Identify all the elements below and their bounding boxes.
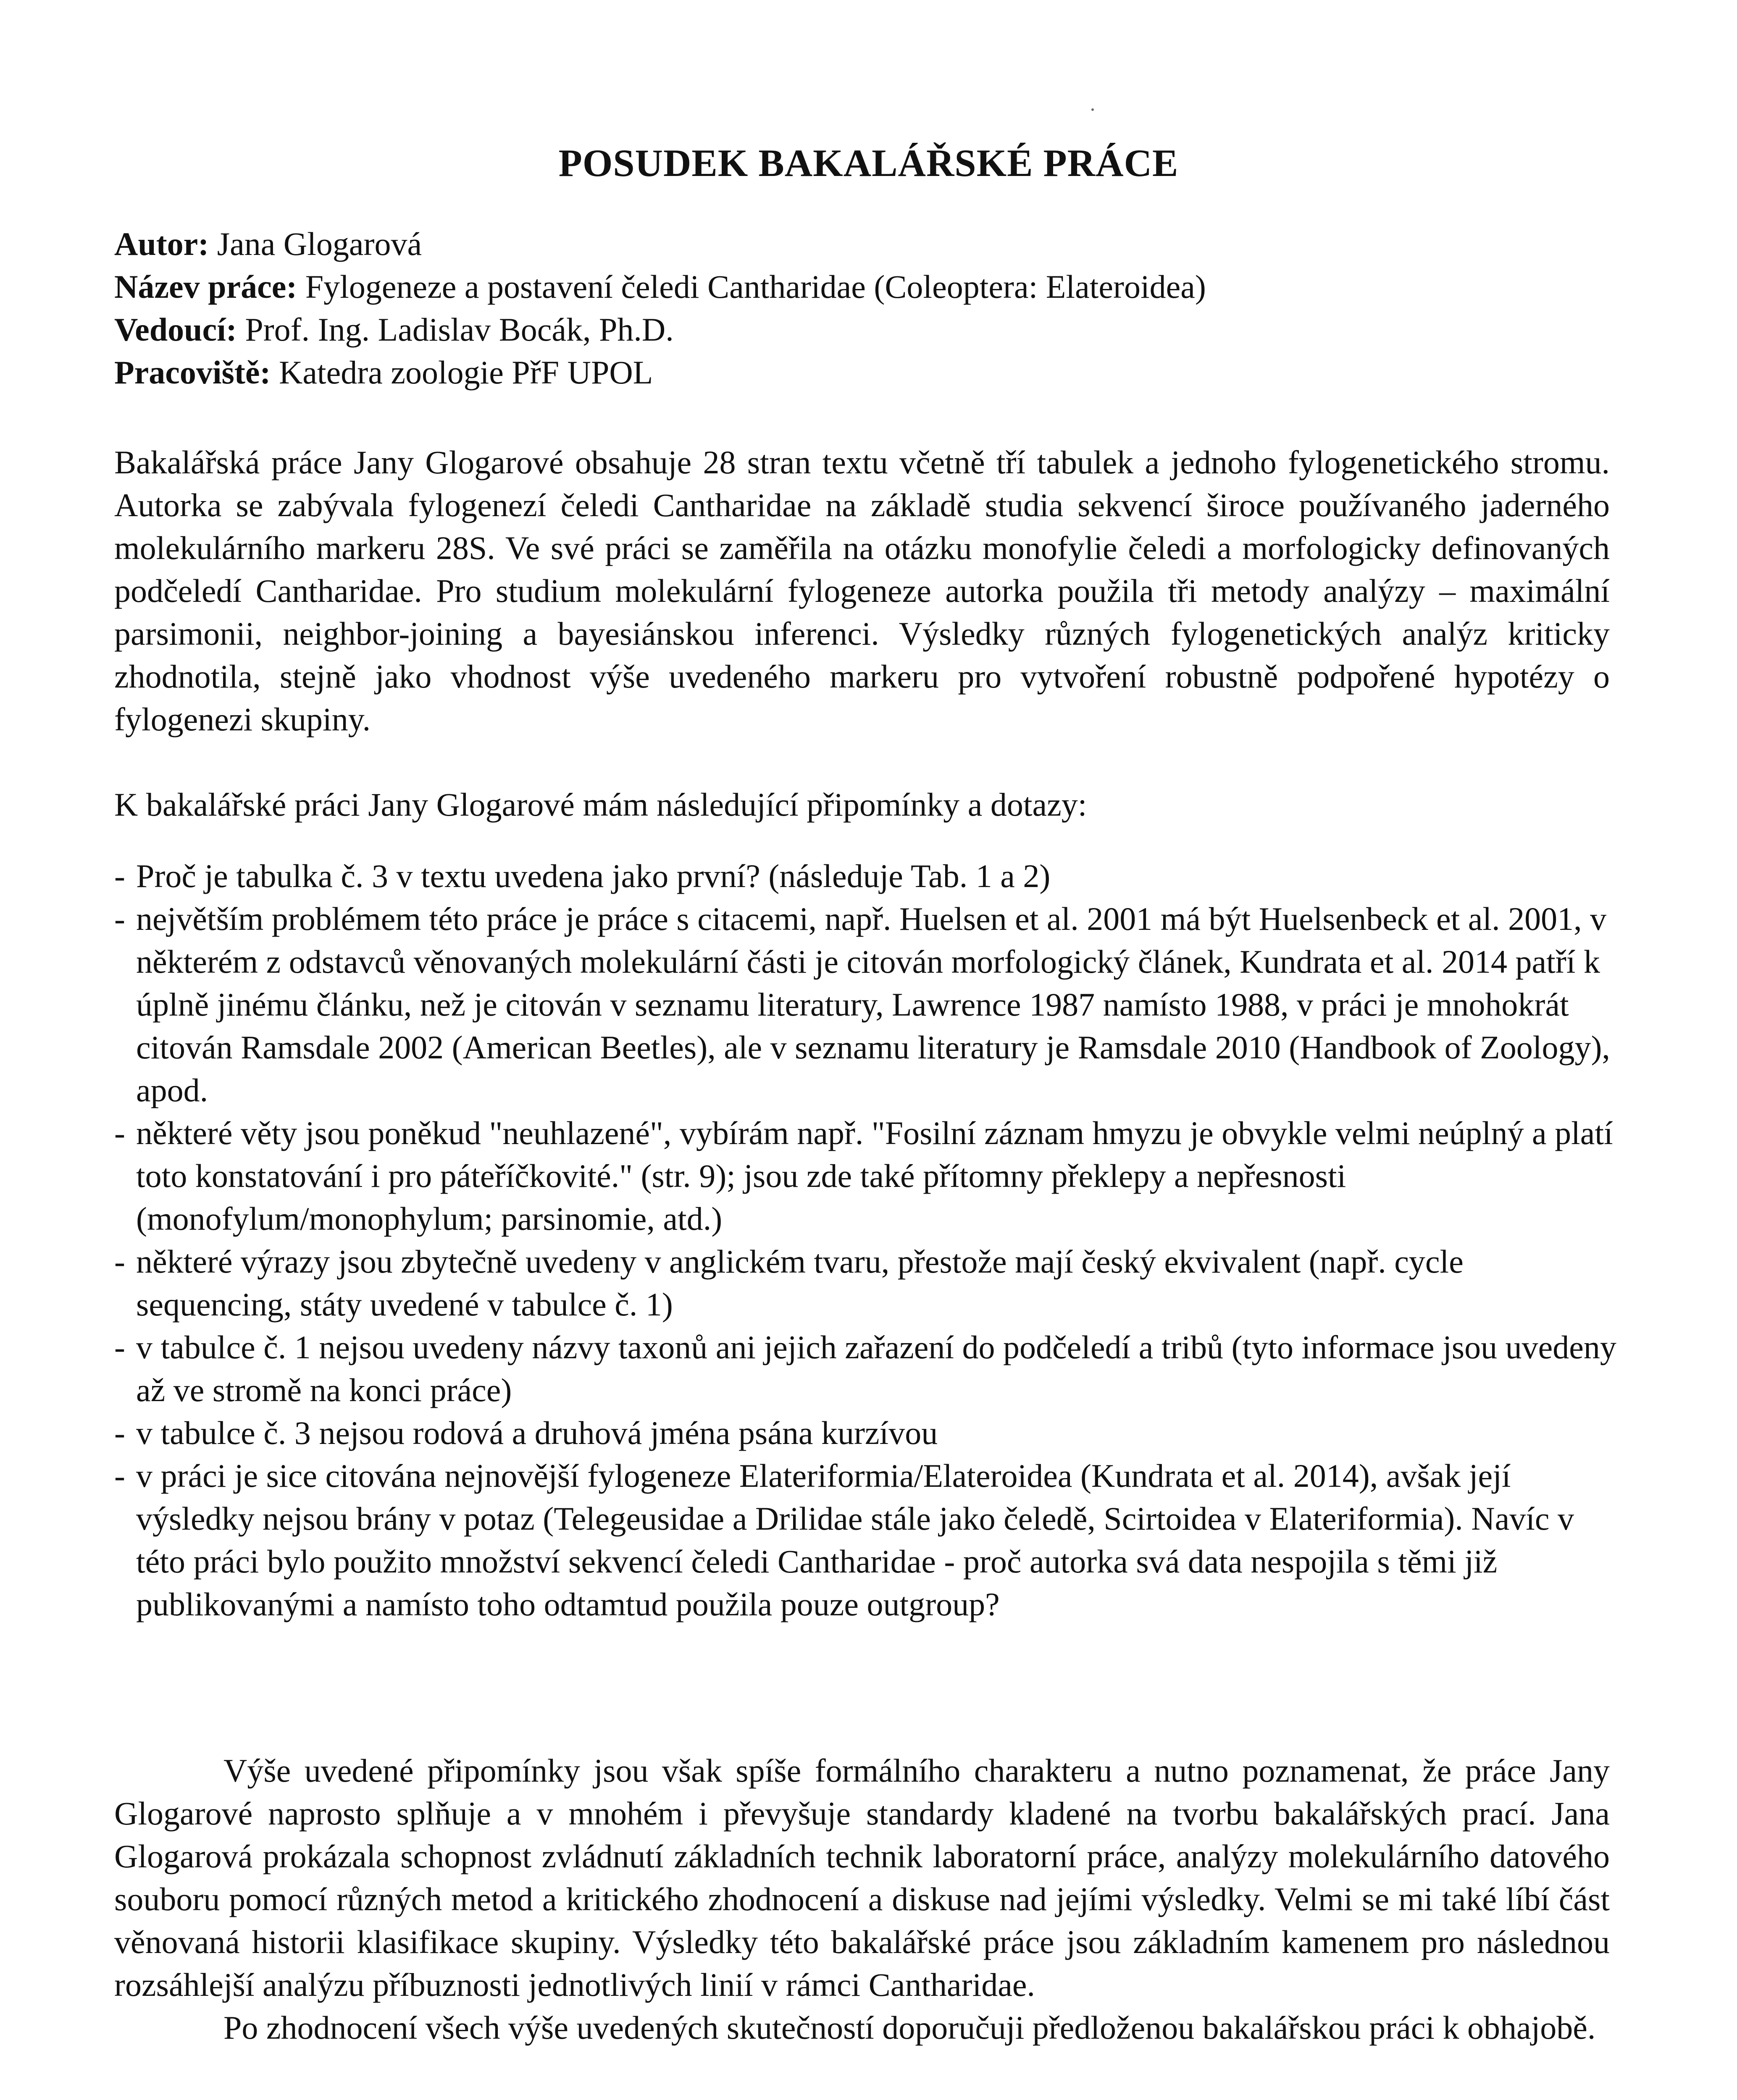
document-title: POSUDEK BAKALÁŘSKÉ PRÁCE — [558, 142, 1179, 184]
list-item: - v tabulce č. 1 nejsou uvedeny názvy taxonů ani jejich zařazení do podčeledí a tribů (tyto informace jsou uvedeny až ve stromě na konci práce) — [114, 1326, 1627, 1412]
remark-text: největším problémem této práce je práce s citacemi, např. Huelsen et al. 2001 má být Huelsenbeck et al. 2001, v některém z odstavců věnovaných molekulární části je citován morfologický článek, Kundrata et al. 2014 patří k úplně jinému článku, než je citován v seznamu literatury, Lawrence 1987 namísto 1988, v práci je mnohokrát citován Ramsdale 2002 (American Beetles), ale v seznamu literatury je Ramsdale 2010 (Handbook of Zoology), apod. — [136, 900, 1610, 1108]
meta-author-label: Autor: — [114, 226, 209, 262]
remarks-intro: K bakalářské práci Jany Glogarové mám následující připomínky a dotazy: — [114, 786, 1087, 823]
remarks-list — [114, 855, 1627, 1626]
list-item: - Proč je tabulka č. 3 v textu uvedena jako první? (následuje Tab. 1 a 2) — [114, 855, 1627, 898]
remark-text: v tabulce č. 3 nejsou rodová a druhová jména psána kurzívou — [136, 1415, 938, 1451]
list-item: - některé výrazy jsou zbytečně uvedeny v anglickém tvaru, přestože mají český ekvivalent (např. cycle sequencing, státy uvedené v tabulce č. 1) — [114, 1240, 1627, 1326]
intro-paragraph: Bakalářská práce Jany Glogarové obsahuje 28 stran textu včetně tří tabulek a jednoho fylogenetického stromu. Autorka se zabývala fylogenezí čeledi Cantharidae na základě studia sekvencí široce používaného jaderného molekulárního markeru 28S. Ve své práci se zaměřila na otázku monofylie čeledi a morfologicky definovaných podčeledí Cantharidae. Pro studium molekulární fylogeneze autorka použila tři metody analýzy – maximální parsimonii, neighbor-joining a bayesiánskou inferenci. Výsledky různých fylogenetických analýz kriticky zhodnotila, stejně jako vhodnost výše uvedeného markeru pro vytvoření robustně podpořené hypotézy o fylogenezi skupiny. — [114, 444, 1610, 738]
meta-block — [114, 223, 1627, 394]
list-item: - největším problémem této práce je práce s citacemi, např. Huelsen et al. 2001 má být Huelsenbeck et al. 2001, v některém z odstavců věnovaných molekulární části je citován morfologický článek, Kundrata et al. 2014 patří k úplně jinému článku, než je citován v seznamu literatury, Lawrence 1987 namísto 1988, v práci je mnohokrát citován Ramsdale 2002 (American Beetles), ale v seznamu literatury je Ramsdale 2010 (Handbook of Zoology), apod. — [114, 898, 1627, 1112]
remark-text: v práci je sice citována nejnovější fylogeneze Elateriformia/Elateroidea (Kundrata et al. 2014), avšak její výsledky nejsou brány v potaz (Telegeusidae a Drilidae stále jako čeledě, Scirtoidea v Elateriformia). Navíc v této práci bylo použito množství sekvencí čeledi Cantharidae - proč autorka svá data nespojila s těmi již publikovanými a namísto toho odtamtud použila pouze outgroup? — [136, 1457, 1574, 1622]
conclusion-paragraph: Výše uvedené připomínky jsou však spíše formálního charakteru a nutno poznamenat, že práce Jany Glogarové naprosto splňuje a v mnohém i převyšuje standardy kladené na tvorbu bakalářských prací. Jana Glogarová prokázala schopnost zvládnutí základních technik laboratorní práce, analýzy molekulárního datového souboru pomocí různých metod a kritického zhodnocení a diskuse nad jejími výsledky. Velmi se mi také líbí část věnovaná historii klasifikace skupiny. Výsledky této bakalářské práce jsou základním kamenem pro následnou rozsáhlejší analýzu příbuznosti jednotlivých linií v rámci Cantharidae. — [114, 1752, 1610, 2003]
closing-block — [114, 1749, 1610, 2049]
list-item: - v tabulce č. 3 nejsou rodová a druhová jména psána kurzívou — [114, 1412, 1627, 1454]
remark-text: některé věty jsou poněkud "neuhlazené", vybírám např. "Fosilní záznam hmyzu je obvykle velmi neúplný a platí toto konstatování i pro páteříčkovité." (str. 9); jsou zde také přítomny překlepy a nepřesnosti (monofylum/monophylum; parsinomie, atd.) — [136, 1115, 1613, 1237]
list-item: - některé věty jsou poněkud "neuhlazené", vybírám např. "Fosilní záznam hmyzu je obvykle velmi neúplný a platí toto konstatování i pro páteříčkovité." (str. 9); jsou zde také přítomny překlepy a nepřesnosti (monofylum/monophylum; parsinomie, atd.) — [114, 1112, 1627, 1240]
meta-author-value: Jana Glogarová — [217, 226, 422, 262]
remark-text: některé výrazy jsou zbytečně uvedeny v anglickém tvaru, přestože mají český ekvivalent (např. cycle sequencing, státy uvedené v tabulce č. 1) — [136, 1243, 1464, 1323]
meta-department-value: Katedra zoologie PřF UPOL — [279, 354, 653, 391]
meta-supervisor — [114, 308, 1627, 351]
meta-department — [114, 351, 1627, 394]
list-item: - v práci je sice citována nejnovější fylogeneze Elateriformia/Elateroidea (Kundrata et al. 2014), avšak její výsledky nejsou brány v potaz (Telegeusidae a Drilidae stále jako čeledě, Scirtoidea v Elateriformia). Navíc v této práci bylo použito množství sekvencí čeledi Cantharidae - proč autorka svá data nespojila s těmi již publikovanými a namísto toho odtamtud použila pouze outgroup? — [114, 1454, 1627, 1626]
remark-text: v tabulce č. 1 nejsou uvedeny názvy taxonů ani jejich zařazení do podčeledí a tribů (tyto informace jsou uvedeny až ve stromě na konci práce) — [136, 1329, 1616, 1408]
meta-author — [114, 223, 1627, 265]
meta-thesis-title — [114, 265, 1627, 308]
meta-supervisor-label: Vedoucí: — [114, 311, 237, 348]
recommendation-paragraph: Po zhodnocení všech výše uvedených skutečností doporučuji předloženou bakalářskou práci k obhajobě. — [223, 2009, 1596, 2046]
remark-text: Proč je tabulka č. 3 v textu uvedena jako první? (následuje Tab. 1 a 2) — [136, 858, 1051, 894]
meta-thesis-title-label: Název práce: — [114, 268, 297, 305]
meta-department-label: Pracoviště: — [114, 354, 271, 391]
scan-speck — [1091, 108, 1094, 111]
meta-thesis-title-value: Fylogeneze a postavení čeledi Cantharidae (Coleoptera: Elateroidea) — [305, 268, 1206, 305]
meta-supervisor-value: Prof. Ing. Ladislav Bocák, Ph.D. — [245, 311, 674, 348]
